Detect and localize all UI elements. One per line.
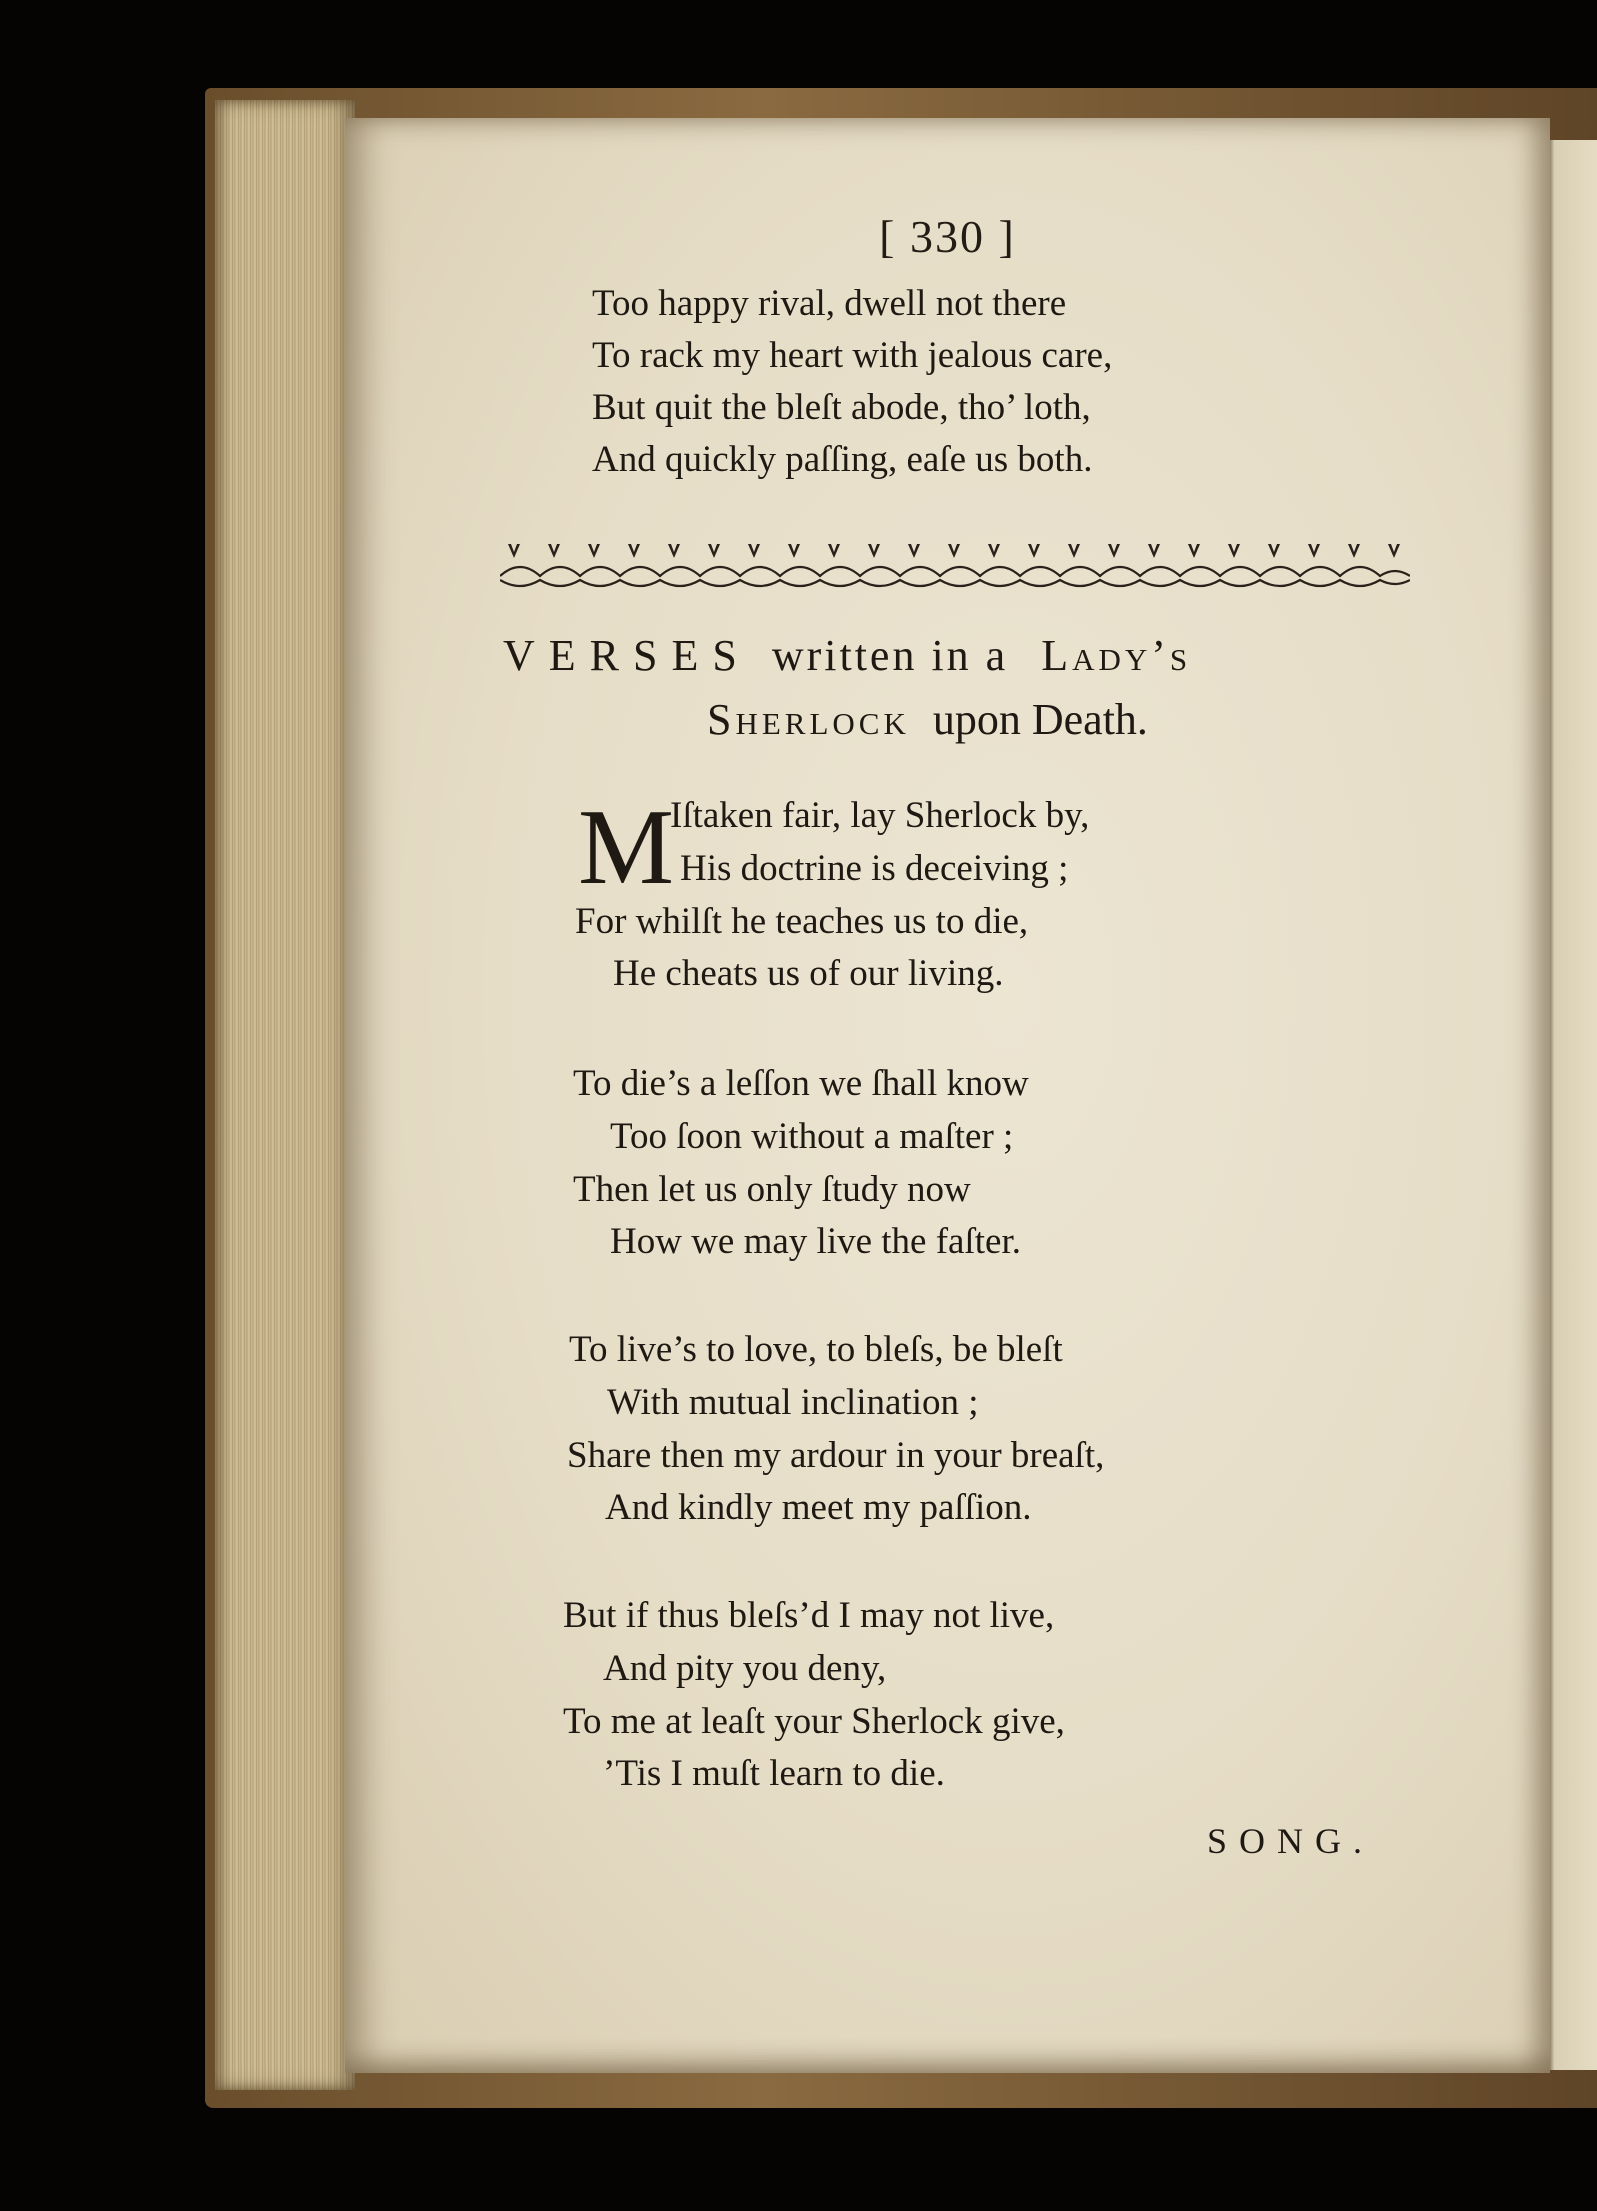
- catchword: SONG.: [1207, 1821, 1375, 1861]
- poem-line: Iſtaken fair, lay Sherlock by,: [670, 795, 1090, 836]
- drop-cap: M: [578, 788, 675, 907]
- stanza-line: Too happy rival, dwell not there: [592, 283, 1067, 324]
- poem-line: But if thus bleſs’d I may not live,: [563, 1595, 1055, 1636]
- poem-line: He cheats us of our living.: [613, 953, 1004, 994]
- page-number: [ 330 ]: [879, 211, 1016, 262]
- poem-line: And pity you deny,: [603, 1648, 887, 1689]
- title-ladys: Lady’s: [1041, 631, 1192, 680]
- ornament-band-icon: [500, 538, 1410, 588]
- stanza-line: To rack my heart with jealous care,: [592, 335, 1113, 376]
- title-upon-death: upon Death.: [932, 695, 1148, 744]
- poem-line: To me at leaſt your Sherlock give,: [563, 1701, 1065, 1742]
- book-page: [345, 118, 1550, 2073]
- poem-title-line-2: [707, 694, 1148, 745]
- poem-line: With mutual inclination ;: [607, 1382, 979, 1423]
- poem-line: For whilſt he teaches us to die,: [575, 901, 1029, 942]
- poem-title-line-1: [503, 630, 1191, 681]
- poem-line: To live’s to love, to bleſs, be bleſt: [569, 1329, 1063, 1370]
- stanza-line: And quickly paſſing, eaſe us both.: [592, 439, 1093, 480]
- poem-line: His doctrine is deceiving ;: [680, 848, 1069, 889]
- poem-line: ’Tis I muſt learn to die.: [603, 1753, 945, 1794]
- poem-line: Then let us only ſtudy now: [573, 1169, 971, 1210]
- poem-line: How we may live the faſter.: [610, 1221, 1021, 1262]
- poem-line: And kindly meet my paſſion.: [605, 1487, 1032, 1528]
- facing-page-edge: [1545, 140, 1597, 2070]
- poem-line: Too ſoon without a maſter ;: [610, 1116, 1014, 1157]
- poem-line: To die’s a leſſon we ſhall know: [573, 1063, 1029, 1104]
- title-written-in-a: written in a: [771, 631, 1009, 680]
- stanza-line: But quit the bleſt abode, tho’ loth,: [592, 387, 1091, 428]
- title-sherlock: Sherlock: [707, 695, 910, 744]
- page-edges: [215, 100, 355, 2090]
- poem-line: Share then my ardour in your breaſt,: [567, 1435, 1105, 1476]
- title-verses: VERSES: [503, 631, 751, 680]
